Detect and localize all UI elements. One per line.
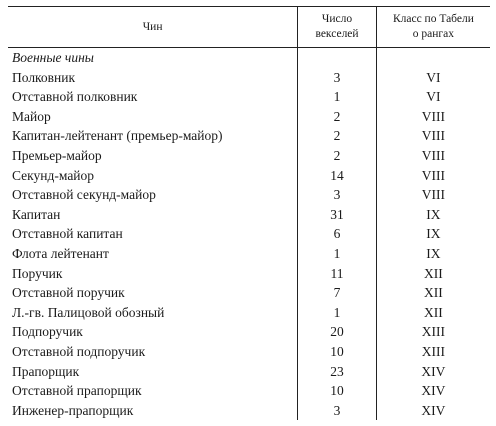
count-cell: 2 [298,126,377,146]
rank-cell: Отставной капитан [12,226,123,242]
table-row [8,185,490,205]
table-row [8,264,490,284]
rank-cell: Секунд-майор [12,167,95,183]
count-cell: 20 [298,322,377,342]
class-cell: VIII [421,167,446,183]
count-cell: 11 [298,264,377,284]
rank-cell: Майор [12,108,51,124]
table-row [8,362,490,382]
rank-cell: Инженер-прапорщик [12,402,134,418]
class-cell: XII [424,265,443,281]
count-cell: 7 [298,283,377,303]
count-cell: 3 [298,401,377,421]
rank-cell: Л.-гв. Палицовой обозный [12,304,165,320]
class-cell: XII [424,304,443,320]
table-row [8,401,490,421]
table-row [8,146,490,166]
rank-cell: Премьер-майор [12,147,102,163]
table-row [8,68,490,88]
table-row [8,381,490,401]
class-cell: VIII [421,147,446,163]
section-title: Военные чины [12,50,94,65]
rank-cell: Прапорщик [12,363,80,379]
count-cell: 10 [298,381,377,401]
table-row [8,303,490,323]
count-cell: 23 [298,362,377,382]
class-cell: IX [426,245,441,261]
rank-cell: Отставной подпоручик [12,343,146,359]
count-cell: 3 [298,185,377,205]
section-class-cell [376,48,490,68]
column-header-class: Класс по Табели о рангах [376,7,490,48]
column-header-rank: Чин [8,7,298,48]
section-count-cell [298,48,377,68]
table-row [8,224,490,244]
class-cell: VI [426,69,441,85]
class-cell: IX [426,226,441,242]
table-row [8,283,490,303]
rank-cell: Капитан-лейтенант (премьер-майор) [12,128,223,144]
table-body [8,48,490,421]
class-cell: XIV [421,363,446,379]
count-cell: 31 [298,205,377,225]
class-cell: XIV [421,383,446,399]
class-cell: IX [426,206,441,222]
rank-cell: Подпоручик [12,324,83,340]
table-row [8,126,490,146]
header-row [8,7,490,48]
count-cell: 2 [298,107,377,127]
count-cell: 1 [298,303,377,323]
table-row [8,107,490,127]
class-cell: VI [426,89,441,105]
rank-cell: Флота лейтенант [12,245,109,261]
ranks-table [8,6,490,420]
class-cell: XIV [421,402,446,418]
column-header-count: Число векселей [298,7,377,48]
rank-cell: Полковник [12,69,76,85]
count-cell: 1 [298,87,377,107]
class-cell: XIII [421,343,446,359]
class-cell: VIII [421,108,446,124]
table-row [8,244,490,264]
count-cell: 2 [298,146,377,166]
section-row [8,48,490,68]
class-cell: XIII [421,324,446,340]
rank-cell: Отставной поручик [12,285,125,301]
class-cell: VIII [421,187,446,203]
table-header [8,7,490,48]
table-row [8,166,490,186]
rank-cell: Отставной полковник [12,89,138,105]
count-cell: 6 [298,224,377,244]
table-row [8,322,490,342]
table-row [8,342,490,362]
rank-cell: Отставной прапорщик [12,383,142,399]
count-cell: 10 [298,342,377,362]
rank-cell: Отставной секунд-майор [12,187,156,203]
count-cell: 1 [298,244,377,264]
rank-cell: Поручик [12,265,63,281]
class-cell: XII [424,285,443,301]
rank-cell: Капитан [12,206,61,222]
class-cell: VIII [421,128,446,144]
count-cell: 14 [298,166,377,186]
table-row [8,205,490,225]
table-row [8,87,490,107]
count-cell: 3 [298,68,377,88]
